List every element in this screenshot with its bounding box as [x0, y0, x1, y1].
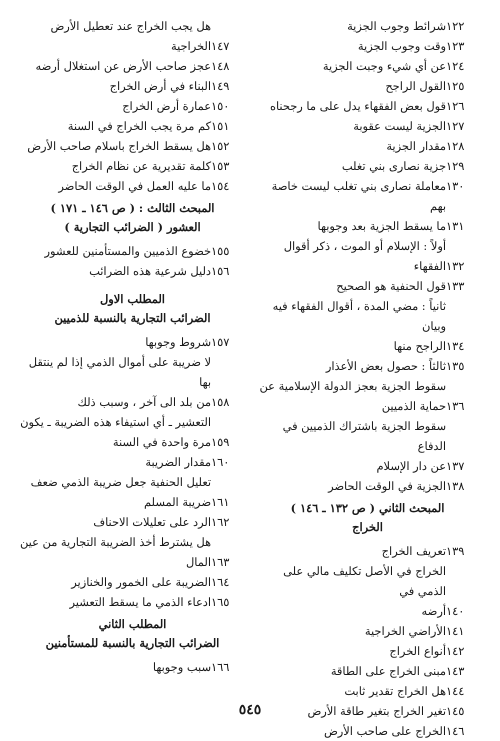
index-entry: [255, 541, 480, 561]
index-entry: [20, 261, 245, 281]
entry-title: الخراج على صاحب الأرض: [323, 724, 446, 738]
entry-title: القول الراجح: [385, 79, 446, 93]
entry-page-number: ١٣٢: [446, 259, 465, 273]
section-heading-line: الضرائب التجارية بالنسبة للذميين: [54, 311, 211, 325]
entry-title: الفقهاء: [413, 259, 446, 273]
index-entry: [255, 641, 480, 661]
index-entry: [20, 512, 245, 532]
index-entry: [255, 621, 480, 641]
index-entry: [20, 592, 245, 612]
section-heading-line: العشور ( الضرائب التجارية ): [64, 220, 201, 234]
index-entry: [255, 476, 480, 496]
entry-title: كلمة تقديرية عن نظام الخراج: [71, 159, 211, 173]
entry-page-number: ١٤٩: [211, 79, 230, 93]
entry-title: لا ضريبة على أموال الذمي إذا لم ينتقل بها: [28, 355, 211, 389]
entry-title: ما عليه العمل في الوقت الحاضر: [58, 179, 211, 193]
entry-title: وقت وجوب الجزية: [357, 39, 446, 53]
entry-page-number: ١٤١: [446, 624, 465, 638]
index-entry: [255, 36, 480, 56]
entry-title: شروط وجوبها: [145, 335, 211, 349]
index-entry: [255, 561, 480, 601]
section-heading-line: الضرائب التجارية بالنسبة للمستأمنين: [45, 636, 220, 650]
entry-title: الضريبة على الخمور والخنازير: [71, 575, 211, 589]
index-entry: [255, 376, 480, 396]
entry-title: ادعاء الذمي ما يسقط التعشير: [69, 595, 211, 609]
index-entry: [20, 392, 245, 412]
index-entry: [20, 241, 245, 261]
entry-page-number: ١٢٨: [446, 139, 465, 153]
entry-page-number: ١٦١: [211, 495, 230, 509]
entry-page-number: ١٦٥: [211, 595, 230, 609]
entry-title: الأراضي الخراجية: [364, 624, 446, 638]
entry-page-number: ١٣٩: [446, 544, 465, 558]
index-entry: [20, 56, 245, 76]
entry-page-number: ١٥٢: [211, 139, 230, 153]
entry-title: سقوط الجزية باشتراك الذميين في الدفاع: [282, 419, 446, 453]
section-heading-line: المطلب الاول: [100, 292, 165, 306]
entry-title: أنواع الخراج: [389, 644, 446, 658]
entry-title: دليل شرعية هذه الضرائب: [89, 264, 211, 278]
index-entry: [255, 116, 480, 136]
index-entry: [255, 336, 480, 356]
index-entry: [20, 552, 245, 572]
entry-title: هل الخراج تقدير ثابت: [344, 684, 446, 698]
entry-page-number: ١٦٢: [211, 515, 230, 529]
entry-title: ثالثاً : حصول بعض الأعذار: [325, 359, 446, 373]
index-entry: [20, 352, 245, 392]
entry-page-number: ١٢٧: [446, 119, 465, 133]
entry-title: قول بعض الفقهاء يدل على ما رجحناه: [269, 99, 446, 113]
entry-page-number: ١٢٣: [446, 39, 465, 53]
entry-title: الرد على تعليلات الاحناف: [93, 515, 211, 529]
entry-page-number: ١٢٩: [446, 159, 465, 173]
index-entry: [20, 492, 245, 512]
entry-page-number: ١٣٠: [446, 179, 465, 193]
entry-title: عن دار الإسلام: [376, 459, 446, 473]
entry-page-number: ١٢٢: [446, 19, 465, 33]
index-entry: [20, 332, 245, 352]
left-index-column: [20, 16, 245, 696]
entry-title: الجزية في الوقت الحاضر: [328, 479, 446, 493]
entry-title: شرائط وجوب الجزية: [347, 19, 446, 33]
entry-title: ثانياً : مضي المدة ، أقوال الفقهاء فيه وبيان: [272, 299, 446, 333]
entry-title: الراجح منها: [393, 339, 446, 353]
entry-page-number: ١٥١: [211, 119, 230, 133]
entry-title: حماية الذميين: [381, 399, 446, 413]
entry-page-number: ١٥٥: [211, 244, 230, 258]
index-entry: [255, 56, 480, 76]
entry-title: الخراجية: [170, 39, 211, 53]
page-number: ٥٤٥: [238, 702, 262, 718]
index-entry: [255, 136, 480, 156]
index-entry: [20, 16, 245, 36]
entry-page-number: ١٢٤: [446, 59, 465, 73]
section-heading: [20, 199, 245, 237]
section-spacer: [20, 281, 245, 287]
entry-page-number: ١٣٧: [446, 459, 465, 473]
index-entry: [20, 472, 245, 492]
entry-page-number: ١٥٨: [211, 395, 230, 409]
entry-title: أولاً : الإسلام أو الموت ، ذكر أقوال: [283, 239, 446, 253]
section-heading: [20, 615, 245, 653]
section-heading-line: الخراج: [352, 520, 383, 534]
section-heading-line: المبحث الثاني ( ص ١٣٢ ـ ١٤٦ ): [290, 501, 445, 515]
index-entry: [255, 601, 480, 621]
index-entry: [255, 661, 480, 681]
entry-page-number: ١٥٣: [211, 159, 230, 173]
entry-page-number: ١٤٦: [446, 724, 465, 738]
index-entry: [20, 136, 245, 156]
entry-page-number: ١٢٥: [446, 79, 465, 93]
entry-title: تعليل الحنفية جعل ضريبة الذمي ضعف: [30, 475, 211, 489]
index-entry: [20, 76, 245, 96]
index-entry: [255, 236, 480, 256]
entry-page-number: ١٤٣: [446, 664, 465, 678]
index-entry: [255, 176, 480, 216]
index-entry: [20, 572, 245, 592]
section-heading-line: المطلب الثاني: [98, 617, 167, 631]
entry-title: مقدار الجزية: [386, 139, 446, 153]
entry-title: الجزية ليست عقوبة: [353, 119, 446, 133]
entry-page-number: ١٣٨: [446, 479, 465, 493]
entry-title: هل يجب الخراج عند تعطيل الأرض: [50, 19, 211, 33]
section-heading: [20, 290, 245, 328]
entry-title: قول الحنفية هو الصحيح: [336, 279, 446, 293]
index-entry: [20, 156, 245, 176]
index-entry: [255, 356, 480, 376]
entry-page-number: ١٤٥: [446, 704, 465, 718]
entry-title: الخراج في الأصل تكليف مالي على الذمي في: [283, 564, 446, 598]
index-entry: [255, 276, 480, 296]
entry-title: مقدار الضريبة: [145, 455, 211, 469]
index-entry: [20, 432, 245, 452]
entry-page-number: ١٦٣: [211, 555, 230, 569]
entry-title: مرة واحدة في السنة: [112, 435, 211, 449]
entry-title: عجز صاحب الأرض عن استغلال أرضه: [35, 59, 211, 73]
right-index-column: [255, 16, 480, 738]
entry-title: البناء في أرض الخراج: [109, 79, 211, 93]
index-entry: [20, 96, 245, 116]
entry-page-number: ١٤٤: [446, 684, 465, 698]
index-entry: [255, 296, 480, 336]
entry-title: تغير الخراج بتغير طاقة الأرض: [307, 704, 446, 718]
index-entry: [20, 452, 245, 472]
index-entry: [255, 216, 480, 236]
entry-title: جزية نصارى بني تغلب: [341, 159, 446, 173]
entry-page-number: ١٢٦: [446, 99, 465, 113]
index-entry: [255, 721, 480, 741]
index-entry: [20, 36, 245, 56]
index-entry: [255, 76, 480, 96]
entry-title: هل يسقط الخراج باسلام صاحب الأرض: [27, 139, 211, 153]
entry-page-number: ١٤٢: [446, 644, 465, 658]
entry-page-number: ١٥٩: [211, 435, 230, 449]
entry-page-number: ١٥٠: [211, 99, 230, 113]
entry-title: المال: [186, 555, 211, 569]
index-entry: [255, 396, 480, 416]
entry-title: معاملة نصارى بني تغلب ليست خاصة بهم: [271, 179, 446, 213]
entry-page-number: ١٣١: [446, 219, 465, 233]
entry-title: تعريف الخراج: [381, 544, 446, 558]
entry-title: سبب وجوبها: [152, 660, 211, 674]
entry-page-number: ١٤٠: [446, 604, 465, 618]
entry-title: كم مرة يجب الخراج في السنة: [67, 119, 211, 133]
index-entry: [255, 16, 480, 36]
entry-title: خضوع الذميين والمستأمنين للعشور: [44, 244, 211, 258]
entry-page-number: ١٦٦: [211, 660, 230, 674]
index-entry: [255, 256, 480, 276]
index-entry: [20, 176, 245, 196]
entry-title: ما يسقط الجزية بعد وجوبها: [317, 219, 446, 233]
index-entry: [255, 96, 480, 116]
index-entry: [255, 681, 480, 701]
entry-title: مبنى الخراج على الطاقة: [330, 664, 446, 678]
index-entry: [255, 416, 480, 456]
entry-title: سقوط الجزية بعجز الدولة الإسلامية عن: [259, 379, 446, 393]
index-entry: [20, 412, 245, 432]
entry-page-number: ١٤٧: [211, 39, 230, 53]
section-heading: [255, 499, 480, 537]
entry-title: ضريبة المسلم: [143, 495, 211, 509]
entry-page-number: ١٣٤: [446, 339, 465, 353]
index-entry: [20, 657, 245, 677]
entry-page-number: ١٥٦: [211, 264, 230, 278]
entry-title: من بلد الى آخر ، وسبب ذلك: [77, 395, 211, 409]
index-entry: [20, 116, 245, 136]
entry-title: هل يشترط أخذ الضريبة التجارية من عين: [20, 535, 211, 549]
entry-page-number: ١٥٧: [211, 335, 230, 349]
entry-page-number: ١٦٠: [211, 455, 230, 469]
entry-page-number: ١٥٤: [211, 179, 230, 193]
entry-title: عن أي شيء وجبت الجزية: [322, 59, 446, 73]
entry-page-number: ١٣٦: [446, 399, 465, 413]
entry-page-number: ١٤٨: [211, 59, 230, 73]
entry-page-number: ١٣٣: [446, 279, 465, 293]
index-entry: [255, 156, 480, 176]
index-entry: [255, 456, 480, 476]
entry-title: أرضه: [421, 604, 446, 618]
entry-page-number: ١٦٤: [211, 575, 230, 589]
entry-page-number: ١٣٥: [446, 359, 465, 373]
section-heading-line: المبحث الثالث : ( ص ١٤٦ ـ ١٧١ ): [50, 201, 215, 215]
index-entry: [20, 532, 245, 552]
entry-title: عمارة أرض الخراج: [122, 99, 211, 113]
entry-title: التعشير ـ أي استيفاء هذه الضريبة ـ يكون: [20, 415, 211, 429]
